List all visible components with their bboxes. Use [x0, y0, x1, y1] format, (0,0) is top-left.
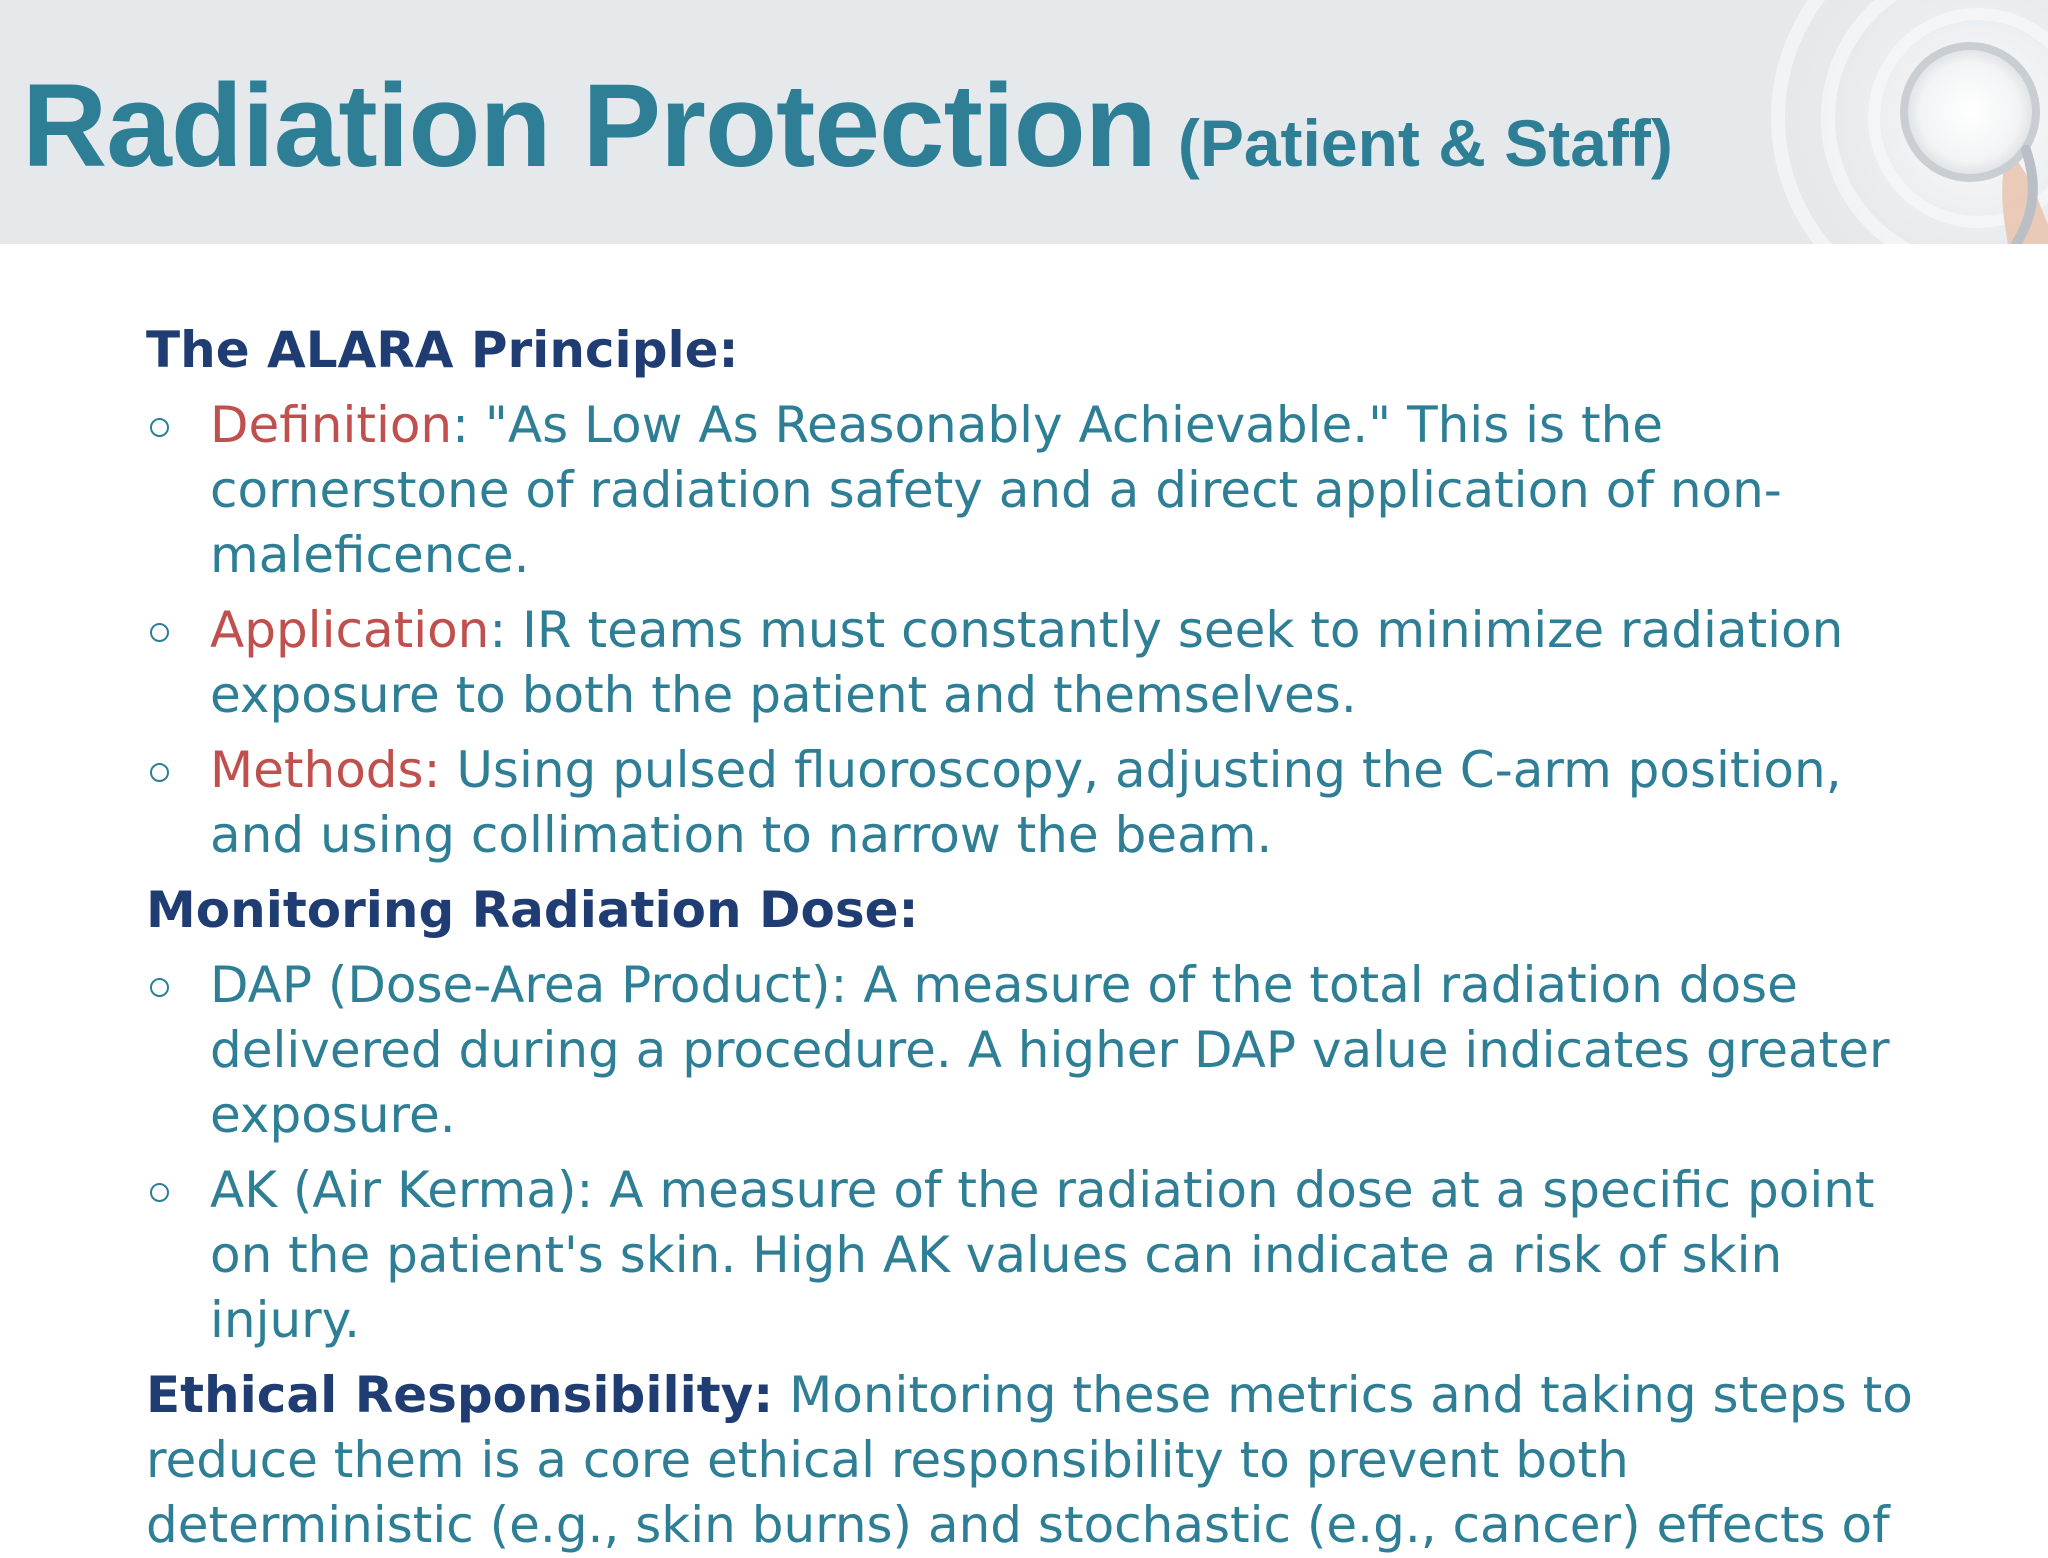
ethics-heading: Ethical Responsibility: [146, 1366, 774, 1424]
slide-title-subtitle: (Patient & Staff) [1177, 106, 1673, 180]
hollow-circle-bullet-icon [150, 623, 169, 642]
list-item [146, 738, 1936, 868]
term-application: Application [210, 601, 490, 659]
slide-content [146, 318, 1936, 1558]
slide-header [0, 0, 2048, 244]
hollow-circle-bullet-icon [150, 1183, 169, 1202]
list-item [146, 1158, 1936, 1353]
term-methods: Methods: [210, 741, 441, 799]
item-text: IR teams must constantly seek to minimize radiation exposure to both the patient and themselves. [210, 601, 1844, 724]
item-text: Using pulsed fluoroscopy, adjusting the C-arm position, and using collimation to narrow the beam. [210, 741, 1842, 864]
hollow-circle-bullet-icon [150, 763, 169, 782]
alara-list [146, 393, 1936, 868]
ethics-text: Monitoring these metrics and taking steps to reduce them is a core ethical responsibility to prevent both deterministic (e.g., skin burns) and stochastic (e.g., cancer) effects of [146, 1366, 1913, 1554]
list-item [146, 393, 1936, 588]
slide-title-main: Radiation Protection [22, 60, 1156, 192]
hollow-circle-bullet-icon [150, 978, 169, 997]
item-text: DAP (Dose-Area Product): A measure of the total radiation dose delivered during a procedure. A higher DAP value indicates greater exposure. [210, 956, 1890, 1144]
list-item [146, 598, 1936, 728]
term-separator: : [452, 396, 485, 454]
ethics-paragraph [146, 1363, 1936, 1558]
monitoring-heading: Monitoring Radiation Dose: [146, 881, 919, 939]
monitoring-list [146, 953, 1936, 1353]
stethoscope-icon [1708, 0, 2048, 244]
hollow-circle-bullet-icon [150, 418, 169, 437]
term-separator: : [489, 601, 523, 659]
item-text: "As Low As Reasonably Achievable." This is the cornerstone of radiation safety and a direct application of non-maleficence. [210, 396, 1782, 584]
term-definition: Definition [210, 396, 453, 454]
item-text: AK (Air Kerma): A measure of the radiation dose at a specific point on the patient's skin. High AK values can indicate a risk of skin injury. [210, 1161, 1875, 1349]
list-item [146, 953, 1936, 1148]
alara-heading: The ALARA Principle: [146, 321, 739, 379]
term-separator [440, 741, 456, 799]
slide-title [22, 58, 1673, 194]
